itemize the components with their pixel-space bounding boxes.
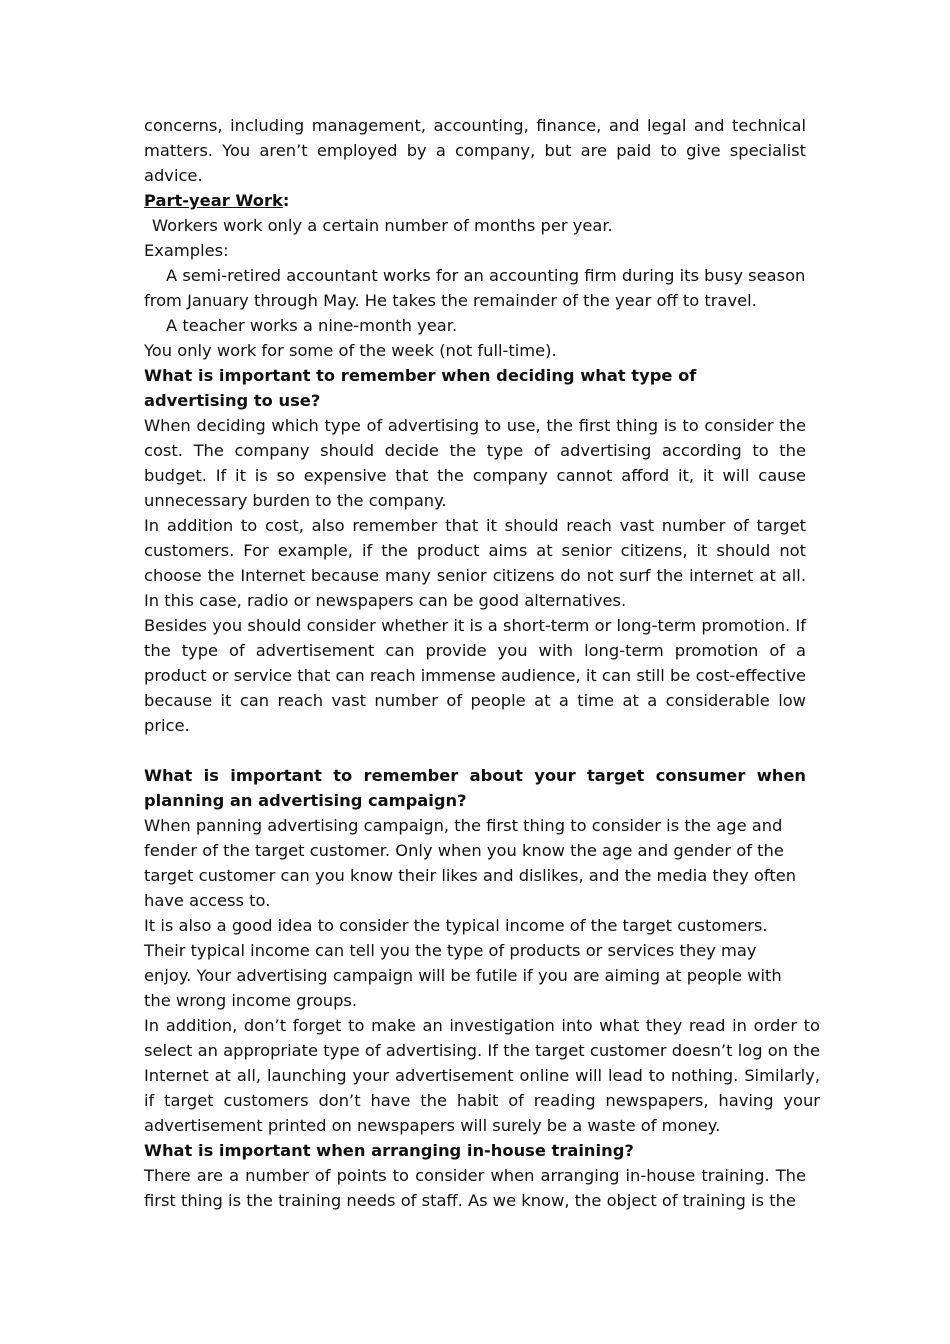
example-accountant: A semi-retired accountant works for an accounting firm during its busy season from January through May. He takes the remainder of the year off to travel. <box>144 266 806 310</box>
paragraph-consultancy: concerns, including management, accounting, finance, and legal and technical matters. You aren’t employed by a company, but are paid to give specialist advice. <box>144 116 806 185</box>
paragraph-part-time: You only work for some of the week (not full-time). <box>144 341 557 360</box>
blank-line <box>144 738 806 763</box>
document-page <box>144 113 820 1213</box>
part-year-label: Part-year Work <box>144 191 283 210</box>
paragraph-income: It is also a good idea to consider the typical income of the target customers. Their typical income can tell you the type of products or services they may enjoy. Your advertising campaign will be futile if you are aiming at people with the wrong income groups. <box>144 916 782 1010</box>
part-year-colon: : <box>282 191 290 210</box>
heading-in-house-training: What is important when arranging in-house training? <box>144 1141 634 1160</box>
paragraph-part-year-definition: Workers work only a certain number of months per year. <box>152 216 613 235</box>
paragraph-age-gender: When panning advertising campaign, the first thing to consider is the age and fender of the target customer. Only when you know the age and gender of the target customer can you know their likes and dislikes, and the media they often have access to. <box>144 816 797 910</box>
paragraph-advertising-cost: When deciding which type of advertising to use, the first thing is to consider the cost. The company should decide the type of advertising according to the budget. If it is so expensive that the company cannot afford it, it will cause unnecessary burden to the company. <box>144 416 806 510</box>
part-year-heading <box>144 188 806 213</box>
paragraph-training: There are a number of points to consider when arranging in-house training. The first thing is the training needs of staff. As we know, the object of training is the <box>144 1166 806 1210</box>
paragraph-reading-habits: In addition, don’t forget to make an investigation into what they read in order to select an appropriate type of advertising. If the target customer doesn’t log on the Internet at all, launching your advertisement online will lead to nothing. Similarly, if target customers don’t have the habit of reading newspapers, having your advertisement printed on newspapers will surely be a waste of money. <box>144 1016 820 1135</box>
examples-label: Examples: <box>144 241 229 260</box>
paragraph-advertising-reach: In addition to cost, also remember that it should reach vast number of target customers. For example, if the product aims at senior citizens, it should not choose the Internet because many senior citizens do not surf the internet at all. In this case, radio or newspapers can be good alternatives. <box>144 516 806 610</box>
paragraph-advertising-term: Besides you should consider whether it is a short-term or long-term promotion. If the type of advertisement can provide you with long-term promotion of a product or service that can reach immense audience, it can still be cost-effective because it can reach vast number of people at a time at a considerable low price. <box>144 616 806 735</box>
heading-advertising-type: What is important to remember when deciding what type of advertising to use? <box>144 366 697 410</box>
heading-target-consumer: What is important to remember about your target consumer when planning an advertising campaign? <box>144 766 806 810</box>
example-teacher: A teacher works a nine-month year. <box>166 316 458 335</box>
